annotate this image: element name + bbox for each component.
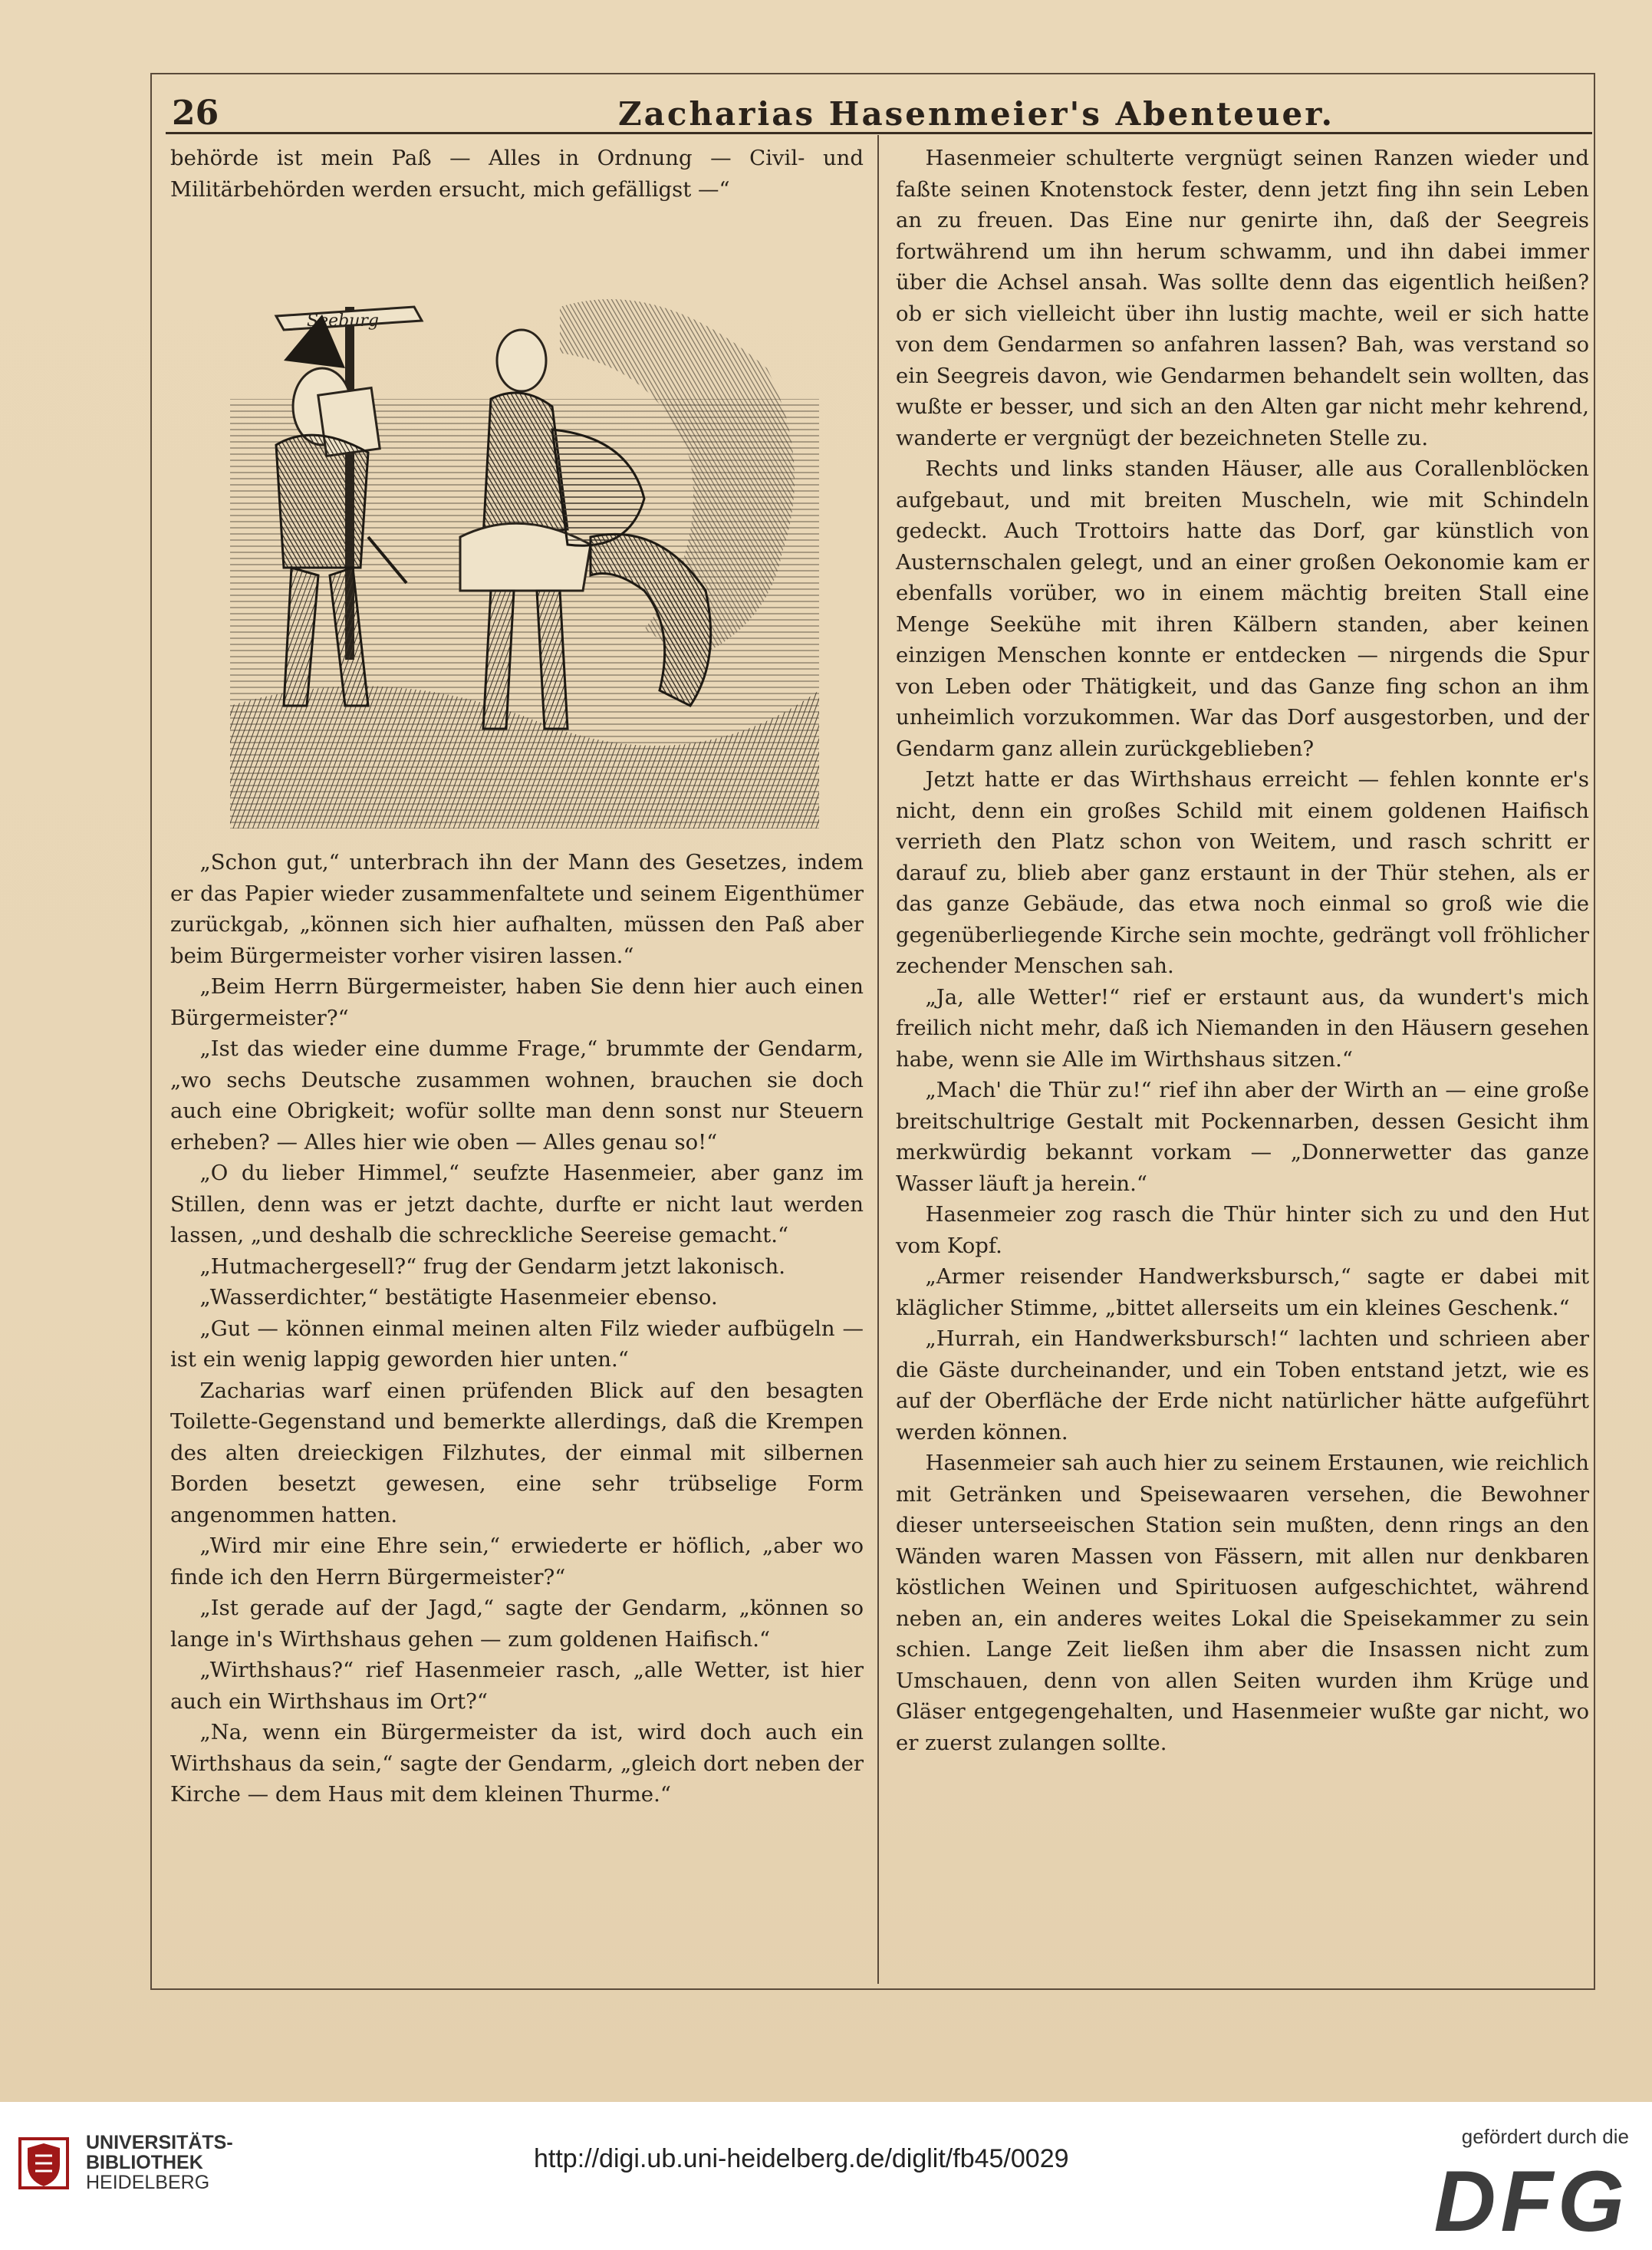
paragraph: „Mach' die Thür zu!“ rief ihn aber der Wirth an — eine große breitschultrige Gestalt mit Pockennarben, dessen Gesicht ihm merkwürdig bekannt vorkam — „Donnerwetter das ganze Wasser läuft ja herein.“ (896, 1078, 1589, 1196)
paragraph: „Ist gerade auf der Jagd,“ sagte der Gendarm, „können so lange in's Wirthshaus gehen — zum goldenen Haifisch.“ (170, 1596, 864, 1652)
paragraph: behörde ist mein Paß — Alles in Ordnung — Civil- und Militärbehörden werden ersucht, mich gefälligst —“ (170, 146, 864, 202)
paragraph: „Wasserdichter,“ bestätigte Hasenmeier ebenso. (199, 1285, 718, 1309)
paragraph: Jetzt hatte er das Wirthshaus erreicht — fehlen konnte er's nicht, denn ein großes Schild mit einem goldenen Haifisch verrieth den Platz schon von Weitem, und rasch schritt er darauf zu, blieb aber ganz erstaunt in der Thür stehen, als er das ganze Gebäude, das etwa noch einmal so groß wie die gegenüberliegende Kirche sein mochte, gedrängt voll fröhlicher zechender Menschen sah. (896, 767, 1589, 978)
permalink[interactable]: http://digi.ub.uni-heidelberg.de/diglit/fb45/0029 (534, 2144, 1069, 2173)
page-number: 26 (172, 94, 219, 133)
library-name-line: HEIDELBERG (86, 2172, 210, 2193)
university-seal-icon (14, 2133, 74, 2194)
column-divider (877, 135, 879, 1984)
paragraph: „Armer reisender Handwerksbursch,“ sagte er dabei mit kläglicher Stimme, „bittet allerseits um ein kleines Geschenk.“ (896, 1264, 1589, 1320)
library-name (86, 2133, 233, 2192)
paragraph: Hasenmeier schulterte vergnügt seinen Ranzen wieder und faßte seinen Knotenstock fester, denn jetzt fing ihn sein Leben an zu freuen. Das Eine nur genirte ihn, daß der Seegreis fortwährend um ihn herum schwamm, und ihn dabei immer über die Achsel ansah. Was sollte denn das eigentlich heißen? ob er sich vielleicht über ihn lustig machte, weil er sich hatte von dem Gendarmen so anfahren lassen? Bah, was verstand so ein Seegreis davon, wie Gendarmen behandelt sein wollten, das wußte er besser, und sich an den Alten gar nicht mehr kehrend, wanderte er vergnügt der bezeichneten Stelle zu. (896, 146, 1589, 450)
paragraph: Hasenmeier sah auch hier zu seinem Erstaunen, wie reichlich mit Getränken und Speisewaaren versehen, die Bewohner dieser unterseeischen Station sein mußten, denn rings an den Wänden waren Massen von Fässern, mit allen nur denkbaren köstlichen Weinen und Spirituosen aufgeschichtet, während neben an, ein anderes weites Lokal die Speisekammer zu sein schien. Lange Zeit ließen ihm aber die Insassen nicht zum Umschauen, denn von allen Seiten wurden ihm Krüge und Gläser entgegengehalten, und Hasenmeier wußte gar nicht, wo er zuerst zulangen sollte. (896, 1451, 1589, 1755)
digitization-footer (0, 2102, 1652, 2250)
right-column (896, 143, 1589, 1758)
paragraph: „Gut — können einmal meinen alten Filz wieder aufbügeln — ist ein wenig lappig geworden hier unten.“ (170, 1316, 864, 1372)
dfg-logo: DFG (1433, 2153, 1629, 2249)
signpost-label: Seeburg (307, 311, 379, 331)
paragraph: Hasenmeier zog rasch die Thür hinter sich zu und den Hut vom Kopf. (896, 1202, 1589, 1258)
paragraph: „Schon gut,“ unterbrach ihn der Mann des Gesetzes, indem er das Papier wieder zusammenfaltete und seinem Eigenthümer zurückgab, „können sich hier aufhalten, müssen den Paß aber beim Bürgermeister vorher visiren lassen.“ (170, 850, 864, 968)
paragraph: „Ja, alle Wetter!“ rief er erstaunt aus, da wundert's mich freilich nicht mehr, daß ich Niemanden in den Häusern gesehen habe, wenn sie Alle im Wirthshaus sitzen.“ (896, 984, 1589, 1072)
running-title: Zacharias Hasenmeier's Abenteuer. (618, 95, 1335, 133)
library-name-line: BIBLIOTHEK (86, 2152, 203, 2173)
paragraph: „Wirthshaus?“ rief Hasenmeier rasch, „alle Wetter, ist hier auch ein Wirthshaus im Ort?“ (170, 1658, 864, 1714)
paragraph: Zacharias warf einen prüfenden Blick auf den besagten Toilette-Gegenstand und bemerkte allerdings, daß die Krempen des alten dreieckigen Filzhutes, der einmal mit silbernen Borden besetzt gewesen, eine sehr trübselige Form angenommen hatten. (170, 1378, 864, 1527)
left-column-bottom (170, 847, 864, 1810)
library-name-line: UNIVERSITÄTS- (86, 2132, 233, 2153)
header-rule (166, 132, 1592, 134)
sponsor-text: gefördert durch die (1461, 2125, 1629, 2148)
paragraph: „Na, wenn ein Bürgermeister da ist, wird doch auch ein Wirthshaus da sein,“ sagte der Gendarm, „gleich dort neben der Kirche — dem Haus mit dem kleinen Thurme.“ (170, 1720, 864, 1807)
engraving-illustration (230, 230, 819, 829)
paragraph: „O du lieber Himmel,“ seufzte Hasenmeier, aber ganz im Stillen, denn was er jetzt dachte, durfte er nicht laut werden lassen, „und deshalb die schreckliche Seereise gemacht.“ (170, 1161, 864, 1247)
paragraph: „Ist das wieder eine dumme Frage,“ brummte der Gendarm, „wo sechs Deutsche zusammen wohnen, brauchen sie doch auch eine Obrigkeit; wofür sollte man denn sonst nur Steuern erheben? — Alles hier wie oben — Alles genau so!“ (170, 1036, 864, 1155)
paragraph: „Hurrah, ein Handwerksbursch!“ lachten und schrieen aber die Gäste durcheinander, und ein Toben entstand jetzt, wie es auf der Oberfläche der Erde nicht natürlicher hätte aufgeführt werden können. (896, 1326, 1589, 1445)
paragraph: „Wird mir eine Ehre sein,“ erwiederte er höflich, „aber wo finde ich den Herrn Bürgermeister?“ (170, 1533, 864, 1589)
page-header (166, 91, 1592, 137)
paragraph: „Beim Herrn Bürgermeister, haben Sie denn hier auch einen Bürgermeister?“ (170, 974, 864, 1030)
left-column-top (170, 143, 864, 205)
paragraph: Rechts und links standen Häuser, alle aus Corallenblöcken aufgebaut, und mit breiten Muscheln, wie mit Schindeln gedeckt. Auch Trottoirs hatte das Dorf, gar künstlich von Austernschalen gelegt, und an einer großen Oekonomie kam er ebenfalls vorüber, wo in einem mächtig breiten Stall eine Menge Seekühe mit ihren Kälbern standen, aber keinen einzigen Menschen konnte er entdecken — nirgends die Spur von Leben oder Thätigkeit, und das Ganze fing schon an ihm unheimlich vorzukommen. War das Dorf ausgestorben, und der Gendarm ganz allein zurückgeblieben? (896, 456, 1589, 761)
paragraph: „Hutmachergesell?“ frug der Gendarm jetzt lakonisch. (199, 1253, 785, 1279)
